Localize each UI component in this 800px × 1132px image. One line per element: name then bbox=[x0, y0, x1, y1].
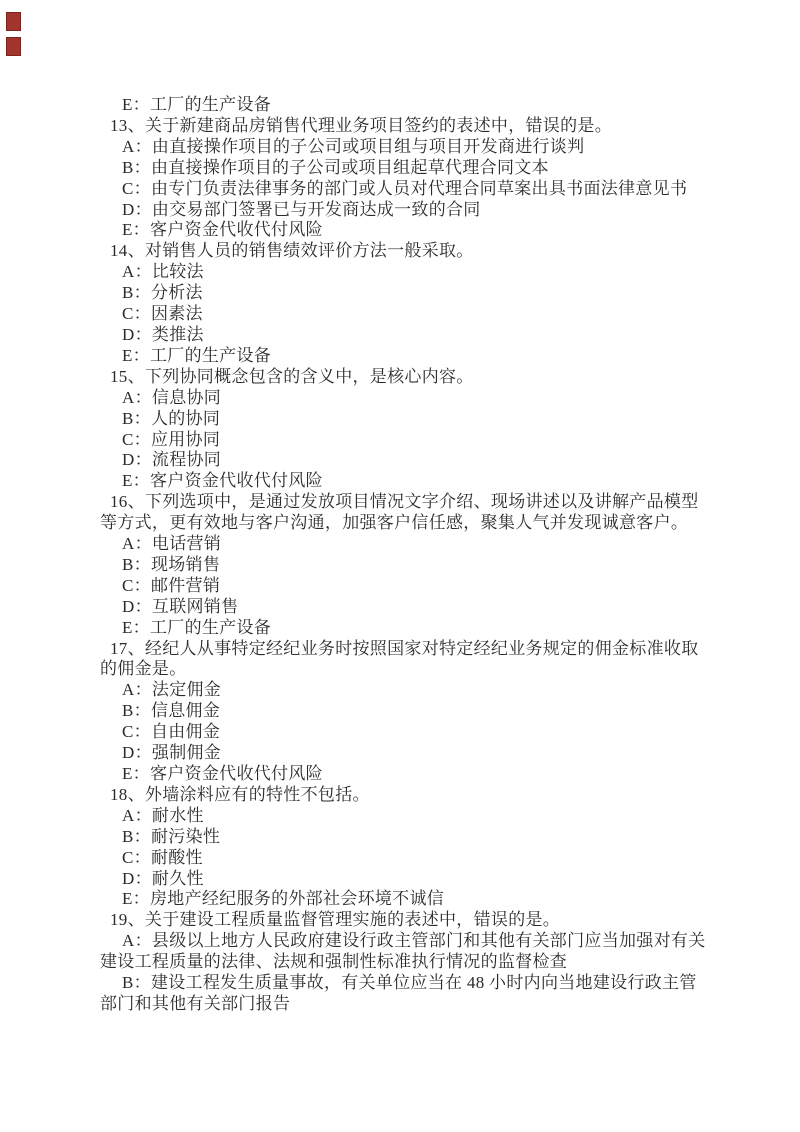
option-line bbox=[100, 450, 712, 471]
question-stem bbox=[100, 492, 712, 534]
option-label: B： bbox=[122, 826, 151, 846]
question-number: 16、 bbox=[110, 492, 145, 512]
option-line bbox=[100, 827, 712, 848]
option-label: A： bbox=[122, 805, 152, 825]
option-line bbox=[100, 701, 712, 722]
option-text: 由交易部门签署已与开发商达成一致的合同 bbox=[151, 199, 481, 219]
option-line bbox=[100, 889, 712, 910]
option-text: 县级以上地方人民政府建设行政主管部门和其他有关部门应当加强对有关建设工程质量的法律、法规和强制性标准执行情况的监督检查 bbox=[100, 931, 706, 972]
option-label: E： bbox=[122, 220, 150, 240]
question-block bbox=[100, 639, 712, 785]
option-line bbox=[100, 283, 712, 304]
question-stem bbox=[100, 639, 712, 681]
option-line bbox=[100, 430, 712, 451]
option-line bbox=[100, 220, 712, 241]
option-label: A： bbox=[122, 387, 152, 407]
question-block bbox=[100, 116, 712, 241]
option-label: E： bbox=[122, 345, 150, 365]
option-text: 耐污染性 bbox=[150, 826, 221, 846]
option-label: B： bbox=[122, 408, 151, 428]
question-block bbox=[100, 785, 712, 910]
option-line bbox=[100, 179, 712, 200]
option-line bbox=[100, 848, 712, 869]
question-stem bbox=[100, 910, 712, 931]
option-text: 由专门负责法律事务的部门或人员对代理合同草案出具书面法律意见书 bbox=[150, 178, 688, 198]
question-stem bbox=[100, 241, 712, 262]
option-label: D： bbox=[122, 324, 152, 344]
option-line bbox=[100, 325, 712, 346]
option-line bbox=[100, 973, 712, 1015]
question-text: 外墙涂料应有的特性不包括。 bbox=[144, 784, 370, 804]
question-number: 17、 bbox=[110, 638, 145, 658]
question-text: 下列选项中，是通过发放项目情况文字介绍、现场讲述以及讲解产品模型等方式，更有效地与客户沟通，加强客户信任感，聚集人气并发现诚意客户。 bbox=[100, 492, 699, 533]
option-text: 邮件营销 bbox=[150, 575, 221, 595]
option-text: 比较法 bbox=[151, 262, 204, 282]
question-block bbox=[100, 367, 712, 492]
question-stem bbox=[100, 367, 712, 388]
option-line bbox=[100, 722, 712, 743]
option-text: 电话营销 bbox=[151, 534, 222, 554]
question-text: 关于建设工程质量监督管理实施的表述中，错误的是。 bbox=[144, 910, 561, 930]
question-stem bbox=[100, 116, 712, 137]
option-label: E： bbox=[122, 889, 150, 909]
question-text: 对销售人员的销售绩效评价方法一般采取。 bbox=[144, 241, 474, 261]
option-text: 信息佣金 bbox=[150, 701, 221, 721]
option-label: A： bbox=[122, 680, 152, 700]
option-line bbox=[100, 576, 712, 597]
option-line bbox=[100, 388, 712, 409]
option-label: B： bbox=[122, 157, 151, 177]
option-line bbox=[100, 680, 712, 701]
option-label: D： bbox=[122, 743, 152, 763]
option-label: C： bbox=[122, 847, 151, 867]
option-line bbox=[100, 200, 712, 221]
option-label: E： bbox=[122, 471, 150, 491]
option-label: D： bbox=[122, 199, 152, 219]
option-label: B： bbox=[122, 283, 151, 303]
option-text: 流程协同 bbox=[151, 450, 222, 470]
option-label: B： bbox=[122, 554, 151, 574]
option-text: 因素法 bbox=[150, 304, 203, 324]
option-text: 分析法 bbox=[150, 283, 203, 303]
option-label: A： bbox=[122, 534, 152, 554]
option-line bbox=[100, 137, 712, 158]
option-label: D： bbox=[122, 868, 152, 888]
option-text: 建设工程发生质量事故，有关单位应当在 48 小时内向当地建设行政主管部门和其他有关部门报告 bbox=[100, 973, 697, 1013]
option-text: 工厂的生产设备 bbox=[149, 345, 272, 365]
option-line bbox=[100, 743, 712, 764]
question-number: 14、 bbox=[110, 241, 145, 261]
option-line bbox=[100, 806, 712, 827]
option-line bbox=[100, 597, 712, 618]
option-text: 类推法 bbox=[151, 324, 204, 344]
red-stamp-mark-bottom bbox=[6, 37, 21, 56]
option-label: C： bbox=[122, 429, 151, 449]
option-line bbox=[100, 471, 712, 492]
option-line bbox=[100, 869, 712, 890]
question-number: 18、 bbox=[110, 784, 145, 804]
option-text: 耐水性 bbox=[151, 805, 204, 825]
option-line bbox=[100, 346, 712, 367]
option-label: E： bbox=[122, 764, 150, 783]
question-text: 经纪人从事特定经纪业务时按照国家对特定经纪业务规定的佣金标准收取的佣金是。 bbox=[100, 638, 699, 679]
option-text: 信息协同 bbox=[151, 387, 222, 407]
orphan-option-line bbox=[100, 95, 712, 116]
option-label: B： bbox=[122, 701, 151, 721]
red-stamp-mark-top bbox=[6, 12, 21, 31]
option-label: C： bbox=[122, 178, 151, 198]
option-text: 法定佣金 bbox=[151, 680, 222, 700]
option-line bbox=[100, 931, 712, 973]
option-label: C： bbox=[122, 304, 151, 324]
questions-container bbox=[100, 116, 712, 1015]
option-label: A： bbox=[122, 136, 152, 156]
option-text: 人的协同 bbox=[150, 408, 221, 428]
option-line bbox=[100, 534, 712, 555]
option-text: 现场销售 bbox=[150, 554, 221, 574]
option-label: A： bbox=[122, 262, 152, 282]
option-line bbox=[100, 158, 712, 179]
question-text: 下列协同概念包含的含义中，是核心内容。 bbox=[144, 366, 474, 386]
option-line bbox=[100, 262, 712, 283]
option-label: C： bbox=[122, 722, 151, 742]
exam-question-list bbox=[100, 95, 712, 1015]
option-text: 工厂的生产设备 bbox=[149, 95, 272, 114]
option-label: B： bbox=[122, 973, 151, 993]
option-label: D： bbox=[122, 596, 152, 616]
option-line bbox=[100, 764, 712, 785]
option-text: 互联网销售 bbox=[151, 596, 239, 616]
option-text: 应用协同 bbox=[150, 429, 221, 449]
option-line bbox=[100, 555, 712, 576]
option-text: 由直接操作项目的子公司或项目组与项目开发商进行谈判 bbox=[151, 136, 585, 156]
option-text: 耐酸性 bbox=[150, 847, 203, 867]
option-label: A： bbox=[122, 931, 152, 951]
option-text: 工厂的生产设备 bbox=[149, 617, 272, 637]
option-label: C： bbox=[122, 575, 151, 595]
option-line bbox=[100, 304, 712, 325]
option-text: 客户资金代收代付风险 bbox=[149, 764, 323, 783]
question-number: 15、 bbox=[110, 366, 145, 386]
option-text: 自由佣金 bbox=[150, 722, 221, 742]
question-block bbox=[100, 492, 712, 638]
question-stem bbox=[100, 785, 712, 806]
question-number: 19、 bbox=[110, 910, 145, 930]
option-text: 客户资金代收代付风险 bbox=[149, 471, 323, 491]
option-line bbox=[100, 409, 712, 430]
option-text: 耐久性 bbox=[151, 868, 204, 888]
question-block bbox=[100, 910, 712, 1015]
option-label: E： bbox=[122, 95, 150, 114]
question-block bbox=[100, 241, 712, 366]
question-number: 13、 bbox=[110, 115, 145, 135]
option-label: E： bbox=[122, 617, 150, 637]
option-text: 由直接操作项目的子公司或项目组起草代理合同文本 bbox=[150, 157, 549, 177]
option-text: 强制佣金 bbox=[151, 743, 222, 763]
option-label: D： bbox=[122, 450, 152, 470]
option-line bbox=[100, 618, 712, 639]
option-text: 房地产经纪服务的外部社会环境不诚信 bbox=[149, 889, 445, 909]
question-text: 关于新建商品房销售代理业务项目签约的表述中，错误的是。 bbox=[144, 115, 613, 135]
option-text: 客户资金代收代付风险 bbox=[149, 220, 323, 240]
